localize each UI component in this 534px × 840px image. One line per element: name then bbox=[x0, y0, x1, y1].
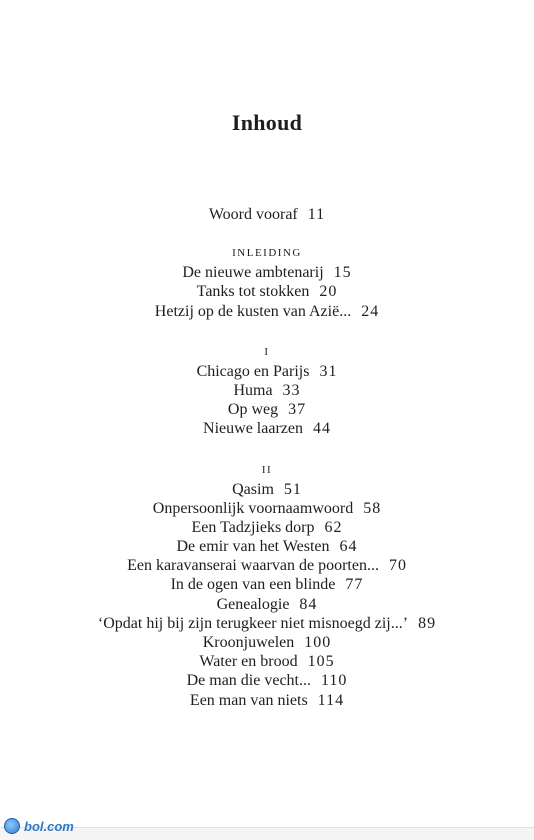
toc-entry bbox=[0, 537, 534, 556]
toc-entry bbox=[0, 419, 534, 438]
toc-entry-page: 15 bbox=[333, 264, 352, 282]
toc-entry-page: 84 bbox=[299, 595, 318, 613]
toc-entry-page: 37 bbox=[288, 401, 307, 419]
toc-entry-page: 51 bbox=[283, 480, 302, 498]
section-entries bbox=[0, 362, 534, 439]
toc-entry-page: 62 bbox=[324, 518, 343, 536]
toc-entry-page: 58 bbox=[363, 499, 382, 517]
toc-entry-page: 24 bbox=[361, 302, 380, 320]
toc-entry-label: Water en brood bbox=[199, 653, 298, 671]
toc-entry-label: De nieuwe ambtenarij bbox=[182, 264, 324, 282]
table-of-contents bbox=[0, 205, 534, 710]
toc-entry bbox=[0, 263, 534, 282]
section-heading: INLEIDING bbox=[232, 247, 302, 260]
toc-entry-label: Genealogie bbox=[216, 595, 290, 613]
toc-entry bbox=[0, 633, 534, 652]
toc-entry-page: 89 bbox=[418, 614, 437, 632]
toc-entry-label: Woord vooraf bbox=[208, 206, 298, 223]
toc-entry-preface bbox=[0, 205, 534, 224]
page-title: Inhoud bbox=[231, 110, 303, 135]
bol-logo-icon bbox=[4, 818, 20, 834]
section-part-1 bbox=[0, 343, 534, 439]
toc-entry bbox=[0, 691, 534, 710]
toc-entry-label: Op weg bbox=[227, 401, 279, 419]
toc-entry bbox=[0, 381, 534, 400]
toc-entry-label: Hetzij op de kusten van Azië... bbox=[154, 302, 352, 320]
toc-entry-label: Nieuwe laarzen bbox=[203, 420, 303, 438]
section-entries bbox=[0, 263, 534, 321]
section-heading: I bbox=[264, 345, 270, 358]
toc-entry-page: 70 bbox=[388, 557, 407, 575]
watermark-text: bol.com bbox=[24, 818, 74, 834]
toc-entry-label: Chicago en Parijs bbox=[196, 362, 310, 380]
toc-entry bbox=[0, 556, 534, 575]
toc-entry bbox=[0, 671, 534, 690]
toc-entry-page: 105 bbox=[307, 653, 335, 671]
toc-entry-label: Qasim bbox=[232, 480, 274, 498]
toc-entry-label: De emir van het Westen bbox=[176, 538, 330, 556]
toc-entry-label: In de ogen van een blinde bbox=[170, 576, 336, 594]
toc-entry bbox=[0, 595, 534, 614]
toc-entry bbox=[0, 652, 534, 671]
toc-entry bbox=[0, 362, 534, 381]
watermark-logo bbox=[0, 812, 84, 840]
toc-entry bbox=[0, 302, 534, 321]
toc-entry bbox=[0, 575, 534, 594]
toc-entry-page: 114 bbox=[317, 691, 345, 709]
toc-entry-page: 44 bbox=[312, 420, 331, 438]
toc-entry-page: 100 bbox=[304, 634, 332, 651]
toc-entry bbox=[0, 518, 534, 537]
toc-entry-page: 110 bbox=[321, 672, 348, 690]
toc-entry-label: Tanks tot stokken bbox=[196, 283, 310, 301]
toc-entry-label: Onpersoonlijk voornaamwoord bbox=[152, 499, 354, 517]
toc-entry bbox=[0, 499, 534, 518]
section-heading: II bbox=[261, 463, 273, 476]
section-entries bbox=[0, 480, 534, 710]
toc-entry bbox=[0, 480, 534, 499]
toc-entry-page: 33 bbox=[282, 381, 301, 399]
toc-entry bbox=[0, 614, 534, 633]
toc-entry-page: 64 bbox=[339, 538, 358, 556]
toc-entry-label: Huma bbox=[233, 381, 273, 399]
toc-entry-page: 20 bbox=[319, 283, 338, 301]
toc-entry-label: ‘Opdat hij bij zijn terugkeer niet misnoegd zij...’ bbox=[97, 614, 409, 632]
section-part-2 bbox=[0, 461, 534, 710]
toc-entry bbox=[0, 400, 534, 419]
toc-entry-label: De man die vecht... bbox=[186, 672, 311, 690]
toc-entry-label: Kroonjuwelen bbox=[202, 634, 295, 651]
section-introduction bbox=[0, 244, 534, 321]
toc-entry-page: 77 bbox=[345, 576, 364, 594]
toc-entry-label: Een karavanserai waarvan de poorten... bbox=[127, 557, 379, 575]
toc-entry-page: 31 bbox=[319, 362, 338, 380]
toc-entry-page: 11 bbox=[307, 206, 326, 223]
toc-entry-label: Een man van niets bbox=[189, 691, 308, 709]
toc-entry-label: Een Tadzjieks dorp bbox=[191, 518, 315, 536]
toc-entry bbox=[0, 282, 534, 301]
